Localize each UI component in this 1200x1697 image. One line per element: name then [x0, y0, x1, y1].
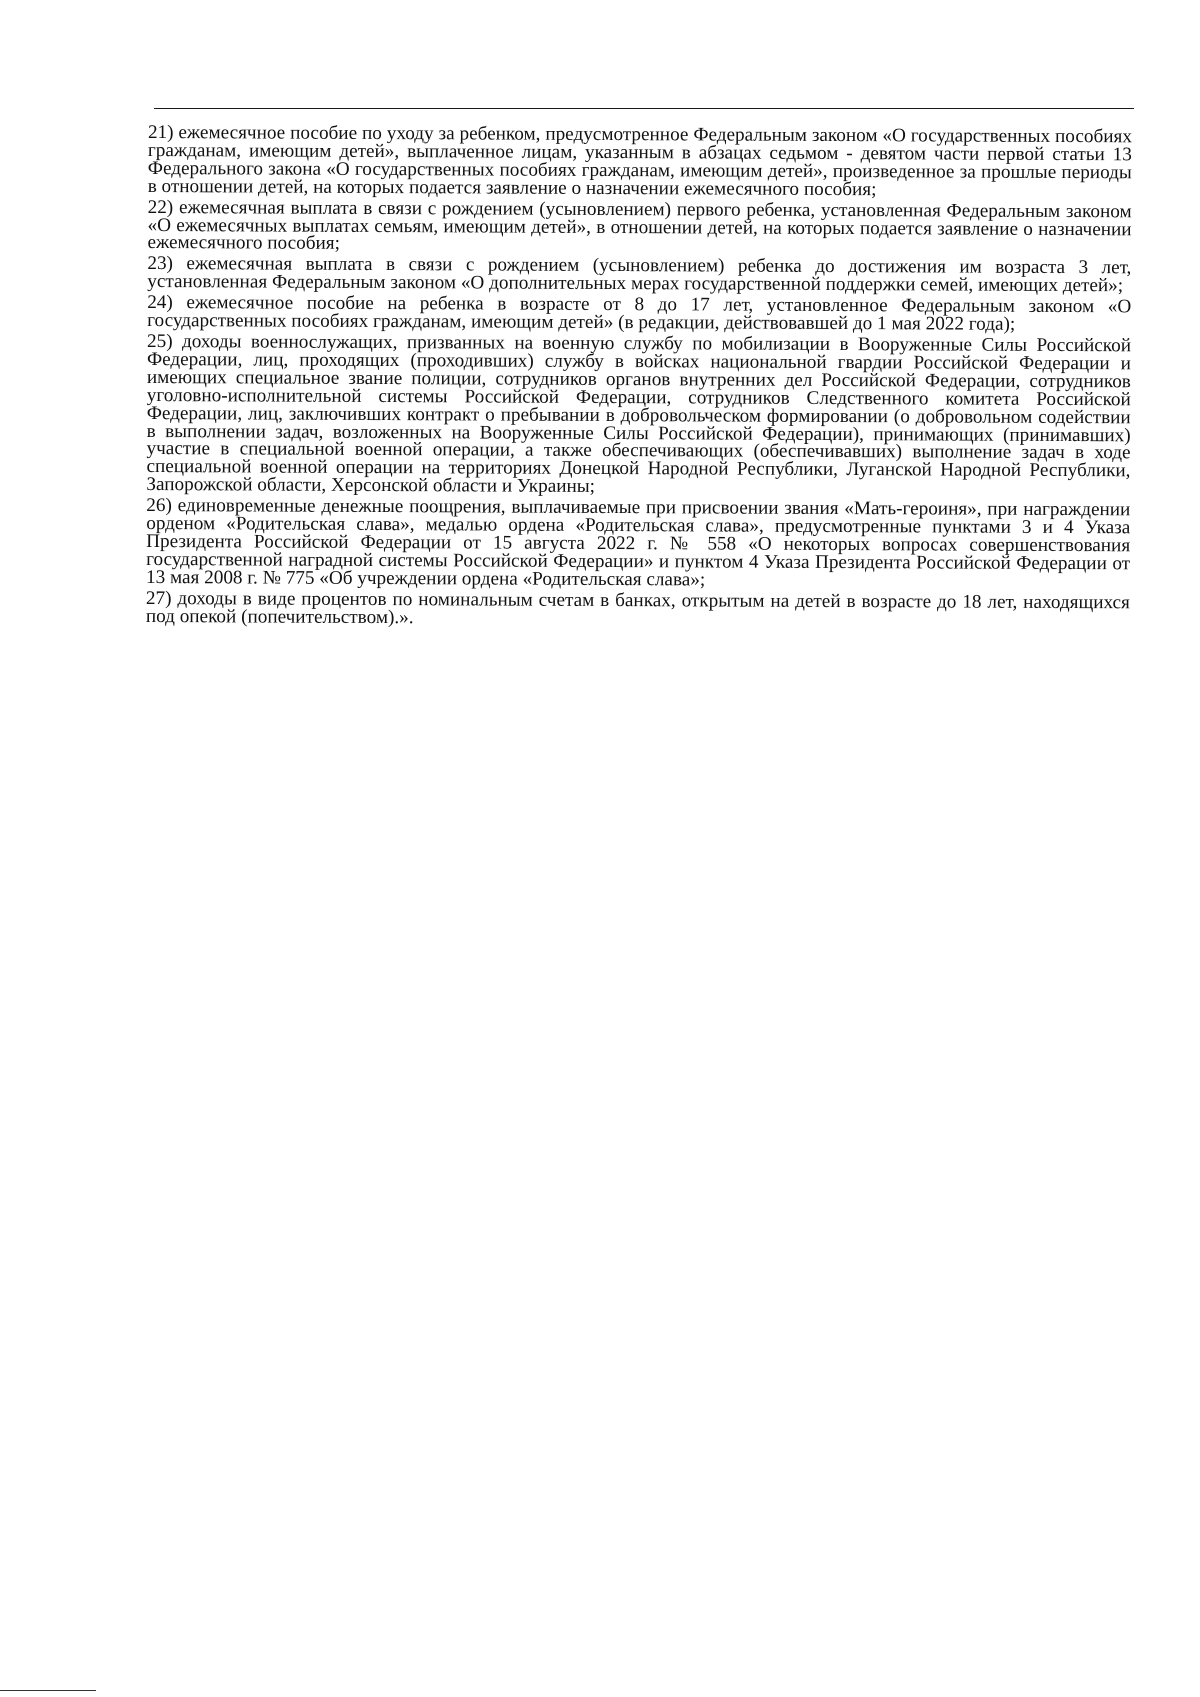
top-horizontal-rule — [154, 108, 1134, 109]
list-item-24: 24) ежемесячное пособие на ребенка в возрасте от 8 до 17 лет, установленное Федеральным законом «О государственных пособиях гражданам, имеющим детей» (в редакции, действовавшей до 1 мая 2022 года); — [147, 292, 1132, 335]
list-item-21: 21) ежемесячное пособие по уходу за ребенком, предусмотренное Федеральным законом «О государственных пособиях гражданам, имеющим детей», выплаченное лицам, указанным в абзацах седьмом - девятом части первой статьи 13 Федерального закона «О государственных пособиях гражданам, имеющим детей», произведенное за прошлые периоды в отношении детей, на которых подается заявление о назначении ежемесячного пособия; — [147, 122, 1132, 200]
document-body — [146, 124, 1132, 633]
list-item-23: 23) ежемесячная выплата в связи с рождением (усыновлением) ребенка до достижения им возраста 3 лет, установленная Федеральным законом «О дополнительных мерах государственной поддержки семей, имеющих детей»; — [147, 253, 1132, 297]
list-item-26: 26) единовременные денежные поощрения, выплачиваемые при присвоении звания «Мать-героиня», при награждении орденом «Родительская слава», медалью ордена «Родительская слава», предусмотренные пунктами 3 и 4 Указа Президента Российской Федерации от 15 августа 2022 г. № 558 «О некоторых вопросах совершенствования государственной наградной системы Российской Федерации» и пунктом 4 Указа Президента Российской Федерации от 13 мая 2008 г. № 775 «Об учреждении ордена «Родительская слава»; — [145, 495, 1131, 591]
list-item-25: 25) доходы военнослужащих, призванных на военную службу по мобилизации в Вооруженные Силы Российской Федерации, лиц, проходящих (проходивших) службу в войсках национальной гвардии Российской Федерации и имеющих специальное звание полиции, сотрудников органов внутренних дел Российской Федерации, сотрудников уголовно-исполнительной системы Российской Федерации, сотрудников Следственного комитета Российской Федерации, лиц, заключивших контракт о пребывании в добровольческом формировании (о добровольном содействии в выполнении задач, возложенных на Вооруженные Силы Российской Федерации), принимающих (принимавших) участие в специальной военной операции, а также обеспечивающих (обеспечивавших) выполнение задач в ходе специальной военной операции на территориях Донецкой Народной Республики, Луганской Народной Республики, Запорожской области, Херсонской области и Украины; — [146, 330, 1132, 498]
list-item-22: 22) ежемесячная выплата в связи с рождением (усыновлением) первого ребенка, установленная Федеральным законом «О ежемесячных выплатах семьям, имеющим детей», в отношении детей, на которых подается заявление о назначении ежемесячного пособия; — [147, 196, 1132, 255]
list-item-27: 27) доходы в виде процентов по номинальным счетам в банках, открытым на детей в возрасте до 18 лет, находящихся под опекой (попечительством).». — [145, 587, 1130, 628]
bottom-edge-mark — [0, 1690, 96, 1691]
